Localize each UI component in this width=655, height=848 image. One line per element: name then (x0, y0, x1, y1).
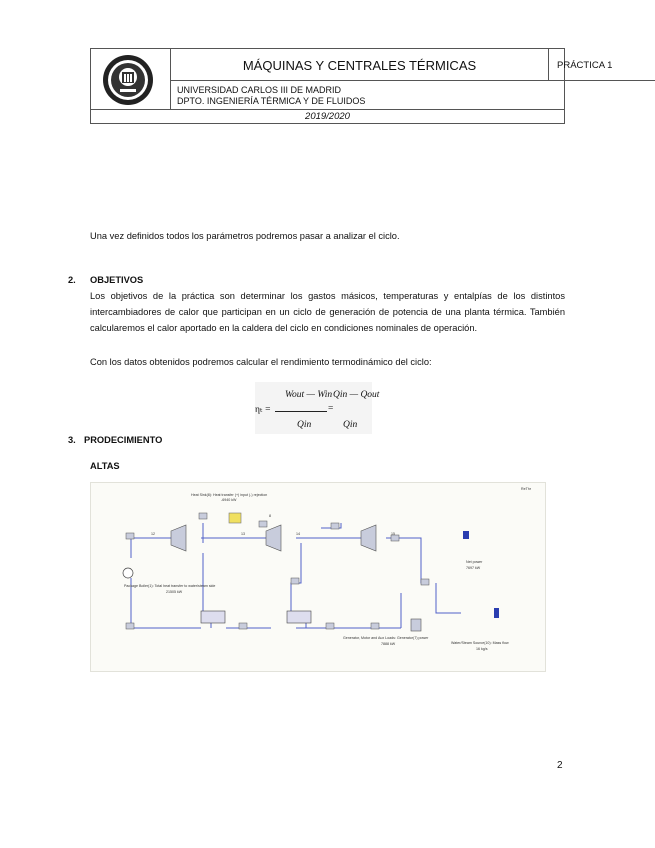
heat-exchanger-2-icon (287, 611, 311, 623)
turbine-2-icon (266, 525, 281, 551)
stream-label-a: 12 (151, 532, 155, 536)
formula-equals: = (328, 404, 334, 414)
objetivos-line2: Con los datos obtenidos podremos calcular el rendimiento termodinámico del ciclo: (90, 357, 432, 367)
university-name: UNIVERSIDAD CARLOS III DE MADRID (177, 85, 342, 95)
section-title-objetivos: OBJETIVOS (90, 275, 144, 285)
formula-denominator-2: Qin (343, 420, 358, 430)
practice-cell (549, 49, 655, 81)
package-boiler-label: Package Boiler(1): Total heat transfer to water/steam side (124, 584, 216, 588)
formula-numerator-2: Qin — Qout (333, 390, 380, 400)
practice-label: PRÁCTICA 1 (557, 60, 613, 71)
formula-lhs: ηₜ = (255, 405, 271, 415)
heat-sink-label: Heat Sink(8): Heat transfer (+) input (-) rejection (191, 493, 268, 497)
source-label: Water/Steam Source(10): Mass flow (451, 641, 509, 645)
stream-label-d: 15 (391, 532, 395, 536)
heat-exchanger-1-icon (201, 611, 225, 623)
section-subtitle-altas: ALTAS (90, 461, 120, 471)
net-power-value: 7697 kW (466, 566, 481, 570)
document-header (90, 48, 613, 124)
generator-icon (463, 531, 469, 539)
package-boiler-value: 21505 kW (166, 590, 183, 594)
node-label: 8 (269, 514, 271, 518)
university-seal-logo (100, 53, 156, 107)
section-title-procedimiento: PRODECIMIENTO (84, 435, 163, 445)
intro-sentence: Una vez definidos todos los parámetros podremos pasar a analizar el ciclo. (90, 231, 400, 241)
generator-value: 7888 kW (381, 642, 396, 646)
formula-fraction-bar (275, 411, 327, 412)
department-name: DPTO. INGENIERÍA TÉRMICA Y DE FLUIDOS (177, 95, 366, 106)
cycle-schematic (91, 483, 547, 673)
formula-denominator-1: Qin (297, 420, 312, 430)
turbine-3-icon (361, 525, 376, 551)
heat-sink-icon (229, 513, 241, 523)
academic-year: 2019/2020 (305, 111, 350, 122)
source-icon (494, 608, 499, 618)
stream-label-b: 13 (241, 532, 245, 536)
heat-sink-value: -6940 kW (221, 498, 237, 502)
efficiency-formula (255, 382, 380, 434)
deaerator-icon (411, 619, 421, 631)
title-cell (171, 49, 549, 81)
plant-cycle-diagram (90, 482, 546, 672)
page-number: 2 (557, 760, 563, 771)
objetivos-paragraph: Los objetivos de la práctica son determinar los gastos másicos, temperaturas y entalpías de los distintos intercambiadores de calor que participan en un ciclo de generación de potencia de una planta térmica. También calcularemos el calor aportado en la caldera del ciclo en condiciones nominales de operación. (90, 291, 565, 333)
university-block (177, 85, 365, 106)
source-value: 16 kg/s (476, 647, 488, 651)
section-number-3: 3. (68, 435, 76, 445)
corner-label: ReThr (521, 487, 531, 491)
net-power-label: Net power (466, 560, 483, 564)
stream-label-c: 14 (296, 532, 300, 536)
course-title: MÁQUINAS Y CENTRALES TÉRMICAS (242, 58, 477, 73)
pump-icon (123, 568, 133, 578)
year-row (91, 109, 564, 124)
section-number-2: 2. (68, 275, 76, 285)
generator-label: Generator, Motor and Aux Loads: Generator(7) power (343, 636, 429, 640)
formula-numerator-1: Wout — Win (285, 390, 333, 400)
turbine-1-icon (171, 525, 186, 551)
logo-cell (91, 49, 171, 109)
